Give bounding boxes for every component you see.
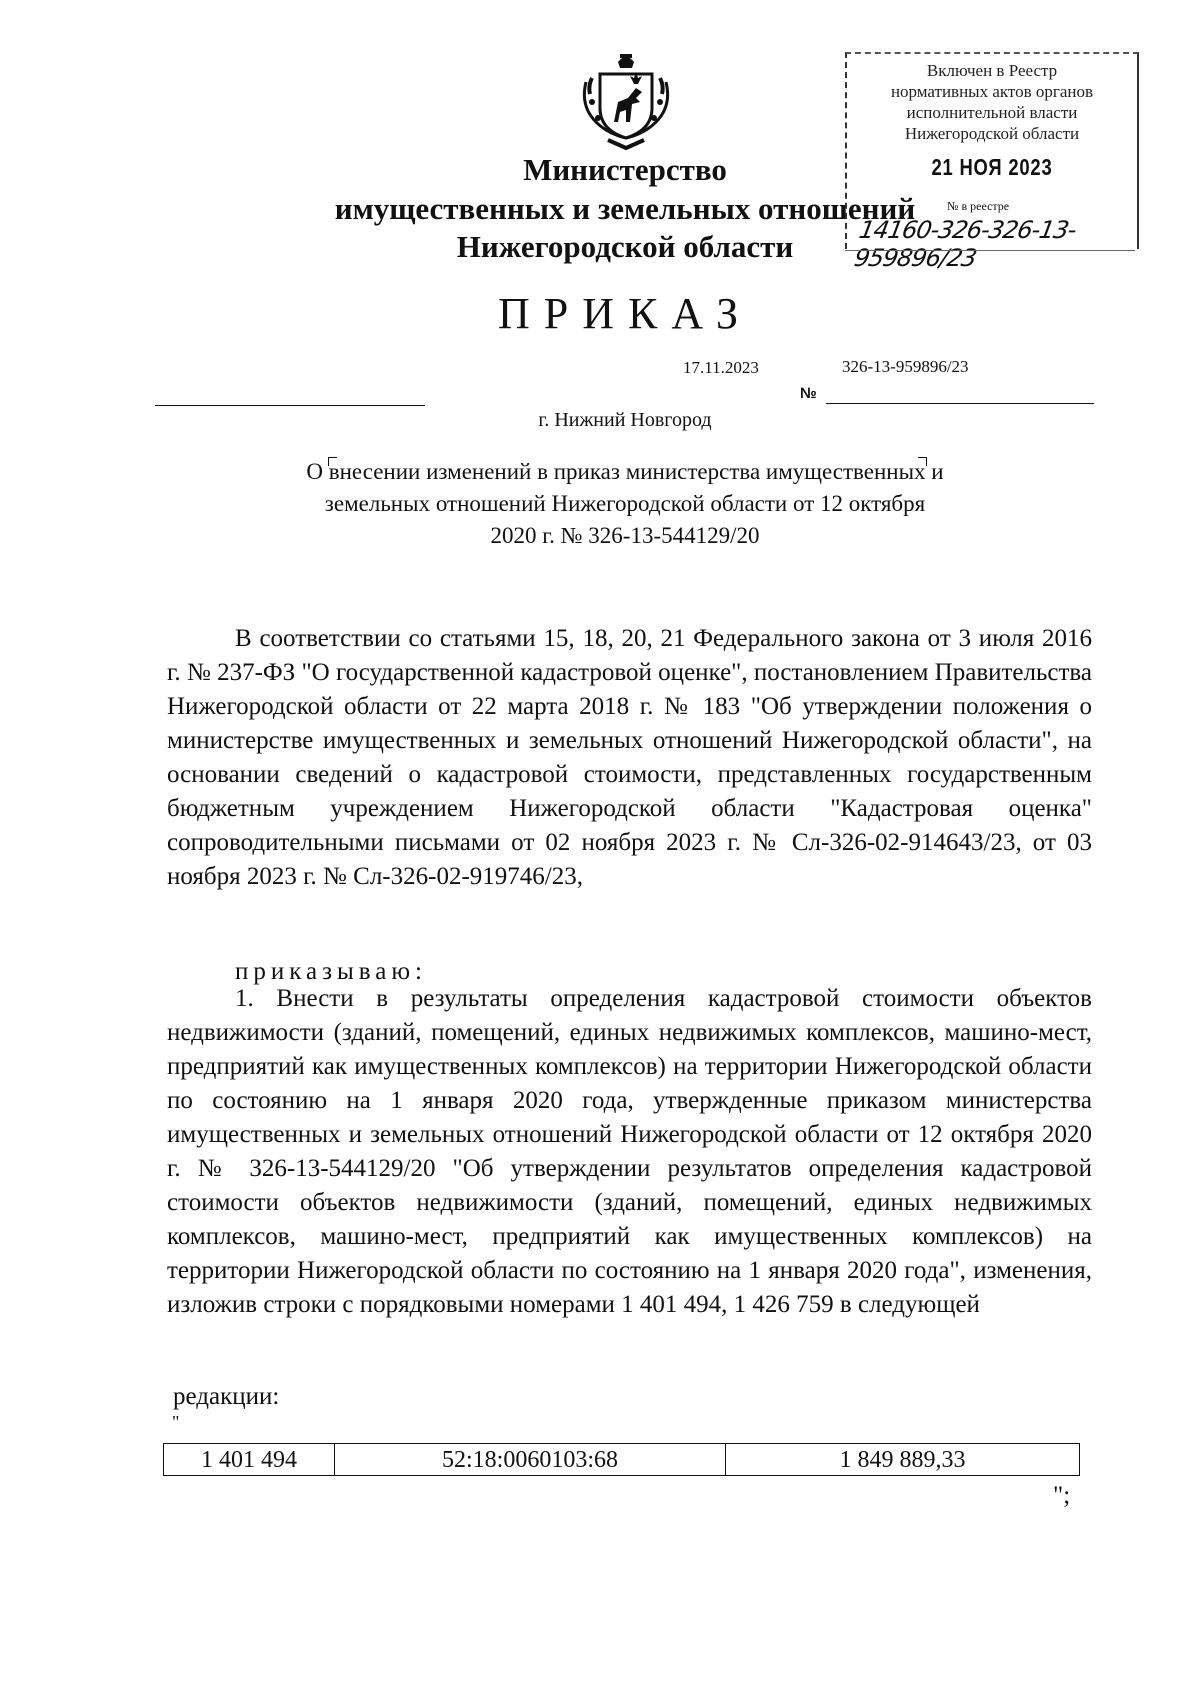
- stamp-registry-label: № в реестре: [947, 199, 1010, 213]
- ministry-name-line3: Нижегородской области: [456, 229, 794, 264]
- stamp-text: [847, 60, 1137, 144]
- amendment-table: [163, 1443, 1080, 1476]
- order-date: 17.11.2023: [683, 358, 759, 377]
- ministry-name-line1: Министерство: [523, 152, 727, 187]
- item-1-paragraph: 1. Внести в результаты определения кадастровой стоимости объектов недвижимости (зданий, помещений, единых недвижимых комплексов, машино-мест, предприятий как имущественных комплексов) на территории Нижегородской области по состоянию на 1 января 2020 года, утвержденные приказом министерства имущественных и земельных отношений Нижегородской области от 12 октября 2020 г. № 326-13-544129/20 "Об утверждении результатов определения кадастровой стоимости объектов недвижимости (зданий, помещений, единых недвижимых комплексов, машино-мест, предприятий как имущественных комплексов) на территории Нижегородской области по состоянию на 1 января 2020 года", изменения, изложив строки с порядковыми номерами 1 401 494, 1 426 759 в следующей: [167, 985, 1092, 1318]
- table-cell-cadastral-value: 1 849 889,33: [726, 1444, 1080, 1476]
- order-number: 326-13-959896/23: [842, 357, 969, 376]
- date-underline: [155, 405, 425, 406]
- item-1-last-line: редакции:: [173, 1383, 280, 1410]
- stamp-date: 21 НОЯ 2023: [931, 154, 1053, 180]
- coat-of-arms-emblem: [578, 52, 674, 152]
- table-row: [164, 1444, 1080, 1476]
- table-cell-cadastral-number: 52:18:0060103:68: [335, 1444, 726, 1476]
- open-quote: ": [172, 1412, 180, 1432]
- close-quote: ";: [1053, 1482, 1071, 1509]
- registry-stamp: [845, 52, 1139, 272]
- table-cell-row-number: 1 401 494: [164, 1444, 335, 1476]
- ministry-name-line2: имущественных и земельных отношений: [334, 191, 916, 226]
- prikazyvayu-line: приказываю:: [235, 958, 427, 985]
- number-underline: [826, 403, 1094, 404]
- stamp-registry-number-handwritten: 14160-326-326-13-959896/23: [852, 216, 1079, 272]
- order-title: О внесении изменений в приказ министерства имущественных и земельных отношений Нижегородской области от 12 октября 2020 г. № 326-13-544129/20: [306, 459, 944, 548]
- preamble-paragraph: В соответствии со статьями 15, 18, 20, 21 Федерального закона от 3 июля 2016 г. № 237-ФЗ "О государственной кадастровой оценке", постановлением Правительства Нижегородской области от 22 марта 2018 г. № 183 "Об утверждении положения о министерстве имущественных и земельных отношений Нижегородской области", на основании сведений о кадастровой стоимости, представленных государственным бюджетным учреждением Нижегородской области "Кадастровая оценка" сопроводительными письмами от 02 ноября 2023 г. № Сл-326-02-914643/23, от 03 ноября 2023 г. № Сл-326-02-919746/23,: [167, 625, 1092, 890]
- stamp-line-4: Нижегородской области: [904, 124, 1080, 143]
- stamp-line-2: нормативных актов органов: [890, 82, 1094, 101]
- number-sign: №: [800, 385, 817, 402]
- stamp-line-3: исполнительной власти: [906, 103, 1078, 122]
- stamp-base-line: [845, 250, 1135, 251]
- stamp-line-1: Включен в Реестр: [926, 61, 1058, 80]
- document-type-heading: ПРИКАЗ: [497, 289, 753, 338]
- city: г. Нижний Новгород: [538, 409, 712, 431]
